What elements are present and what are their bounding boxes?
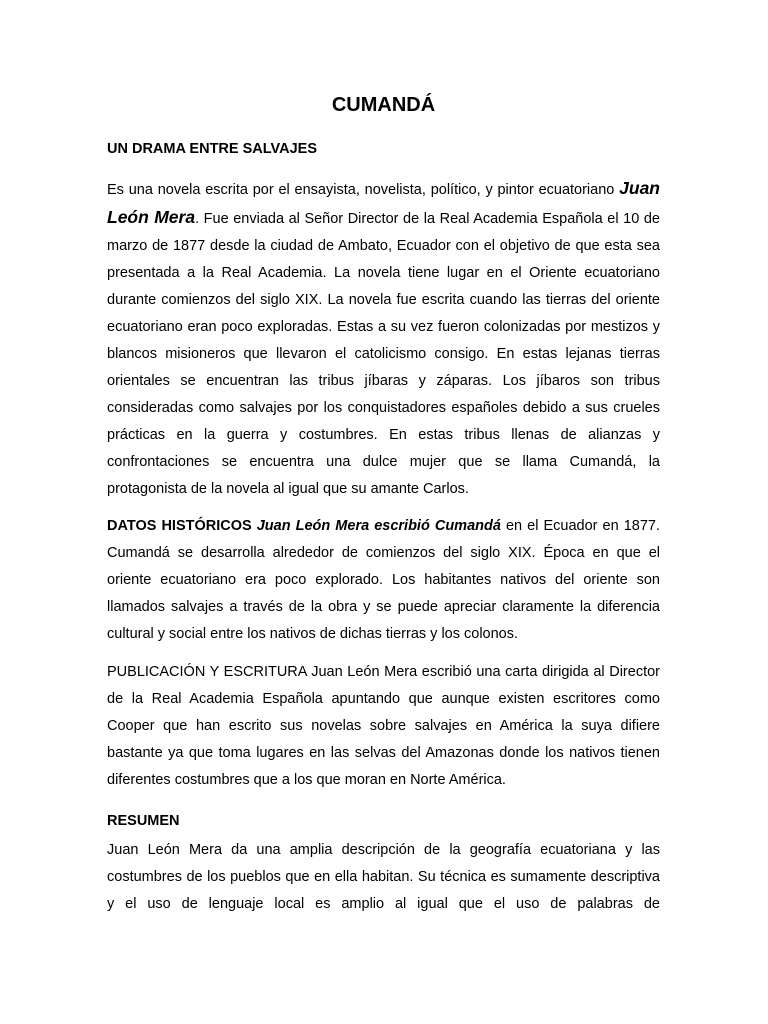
document-title: CUMANDÁ (331, 94, 436, 116)
author-name: Juan León Mera (107, 178, 660, 227)
summary-paragraph: Juan León Mera da una amplia descripción de la geografía ecuatoriana y las costumbres de los pueblos que en ella habitan. Su técnica es sumamente descriptiva y el uso de lenguaje local es amplio al igual que el uso de palabras de (107, 842, 660, 912)
historical-text: en el Ecuador en 1877. Cumandá se desarrolla alrededor de comienzos del siglo XIX. Época en que el oriente ecuatoriano era poco explorado. Los habitantes nativos del oriente son llamados salvajes a través de la obra y se puede apreciar claramente la diferencia cultural y social entre los nativos de dichas tierras y los colonos. (107, 518, 660, 642)
document-subtitle: UN DRAMA ENTRE SALVAJES (107, 141, 317, 157)
summary-heading: RESUMEN (107, 813, 180, 829)
historical-emphasis: Juan León Mera escribió Cumandá (256, 518, 501, 534)
intro-text-rest: . Fue enviada al Señor Director de la Real Academia Española el 10 de marzo de 1877 desde la ciudad de Ambato, Ecuador con el objetivo de que esta sea presentada a la Real Academia. La novela tiene lugar en el Oriente ecuatoriano durante comienzos del siglo XIX. La novela fue escrita cuando las tierras del oriente ecuatoriano eran poco exploradas. Estas a su vez fueron colonizadas por mestizos y blancos misioneros que llevaron el catolicismo consigo. En estas lejanas tierras orientales se encuentran las tribus jíbaras y záparas. Los jíbaros son tribus consideradas como salvajes por los conquistadores españoles debido a sus crueles prácticas en la guerra y costumbres. En estas tribus llenas de alianzas y confrontaciones se encuentra una dulce mujer que se llama Cumandá, la protagonista de la novela al igual que su amante Carlos. (107, 211, 660, 497)
publication-paragraph: PUBLICACIÓN Y ESCRITURA Juan León Mera escribió una carta dirigida al Director de la Real Academia Española apuntando que aunque existen escritores como Cooper que han escrito sus novelas sobre salvajes en América la suya difiere bastante ya que toma lugares en las selvas del Amazonas donde los nativos tienen diferentes costumbres que a los que moran en Norte América. (107, 664, 660, 788)
intro-paragraph (107, 175, 660, 503)
historical-paragraph (107, 513, 660, 648)
intro-text-start: Es una novela escrita por el ensayista, novelista, político, y pintor ecuatoriano (107, 182, 620, 198)
historical-label: DATOS HISTÓRICOS (107, 518, 252, 534)
